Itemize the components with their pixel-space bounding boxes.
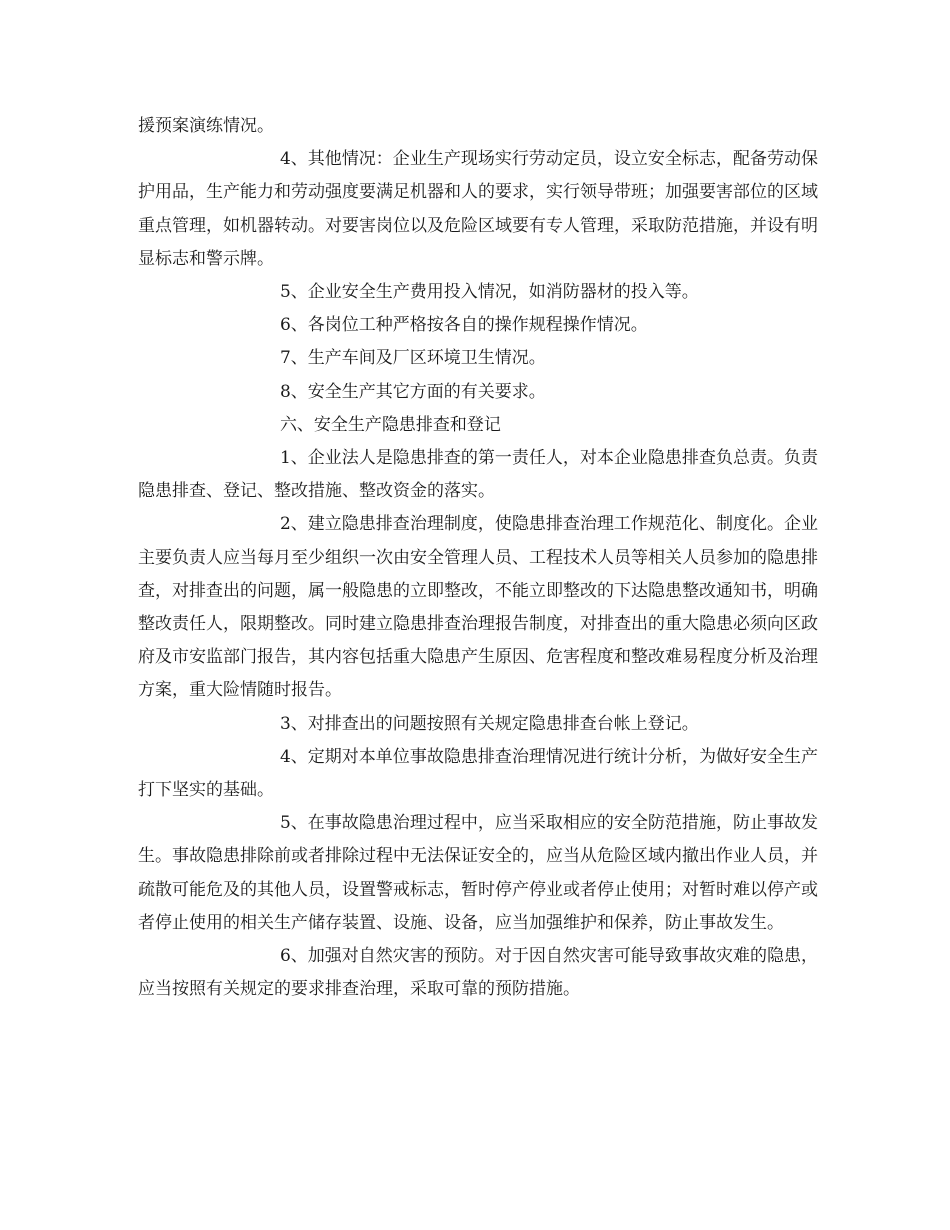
paragraph-hazard-3: 3、对排查出的问题按照有关规定隐患排查台帐上登记。 <box>279 713 699 734</box>
paragraph-continuation: 援预案演练情况。 <box>138 116 274 136</box>
paragraph-item-8-other-requirements: 8、安全生产其它方面的有关要求。 <box>279 381 546 402</box>
paragraph-hazard-1: 1、企业法人是隐患排查的第一责任人，对本企业隐患排查负总责。负责隐患排查、登记、整改措施、整改资金的落实。 <box>138 448 818 502</box>
paragraph-hazard-6: 6、加强对自然灾害的预防。对于因自然灾害可能导致事故灾难的隐患，应当按照有关规定的要求排查治理，采取可靠的预防措施。 <box>138 946 818 1000</box>
section-heading-six: 六、安全生产隐患排查和登记 <box>279 414 501 435</box>
paragraph-hazard-4: 4、定期对本单位事故隐患排查治理情况进行统计分析，为做好安全生产打下坚实的基础。 <box>138 746 818 801</box>
paragraph-item-5-cost: 5、企业安全生产费用投入情况，如消防器材的投入等。 <box>279 282 699 303</box>
paragraph-item-7-hygiene: 7、生产车间及厂区环境卫生情况。 <box>279 348 546 369</box>
document-body <box>138 110 818 1006</box>
paragraph-item-4-other: 4、其他情况：企业生产现场实行劳动定员，设立安全标志，配备劳动保护用品，生产能力和劳动强度要满足机器和人的要求，实行领导带班；加强要害部位的区域重点管理，如机器转动。对要害岗位以及危险区域要有专人管理，采取防范措施，并设有明显标志和警示牌。 <box>138 149 818 269</box>
paragraph-hazard-2: 2、建立隐患排查治理制度，使隐患排查治理工作规范化、制度化。企业主要负责人应当每月至少组织一次由安全管理人员、工程技术人员等相关人员参加的隐患排查，对排查出的问题，属一般隐患的立即整改，不能立即整改的下达隐患整改通知书，明确整改责任人，限期整改。同时建立隐患排查治理报告制度，对排查出的重大隐患必须向区政府及市安监部门报告，其内容包括重大隐患产生原因、危害程度和整改难易程度分析及治理方案，重大险情随时报告。 <box>138 514 818 701</box>
paragraph-item-6-operation: 6、各岗位工种严格按各自的操作规程操作情况。 <box>279 315 648 336</box>
paragraph-hazard-5: 5、在事故隐患治理过程中，应当采取相应的安全防范措施，防止事故发生。事故隐患排除前或者排除过程中无法保证安全的，应当从危险区域内撤出作业人员，并疏散可能危及的其他人员，设置警戒标志，暂时停产停业或者停止使用；对暂时难以停产或者停止使用的相关生产储存装置、设施、设备，应当加强维护和保养，防止事故发生。 <box>138 813 818 933</box>
